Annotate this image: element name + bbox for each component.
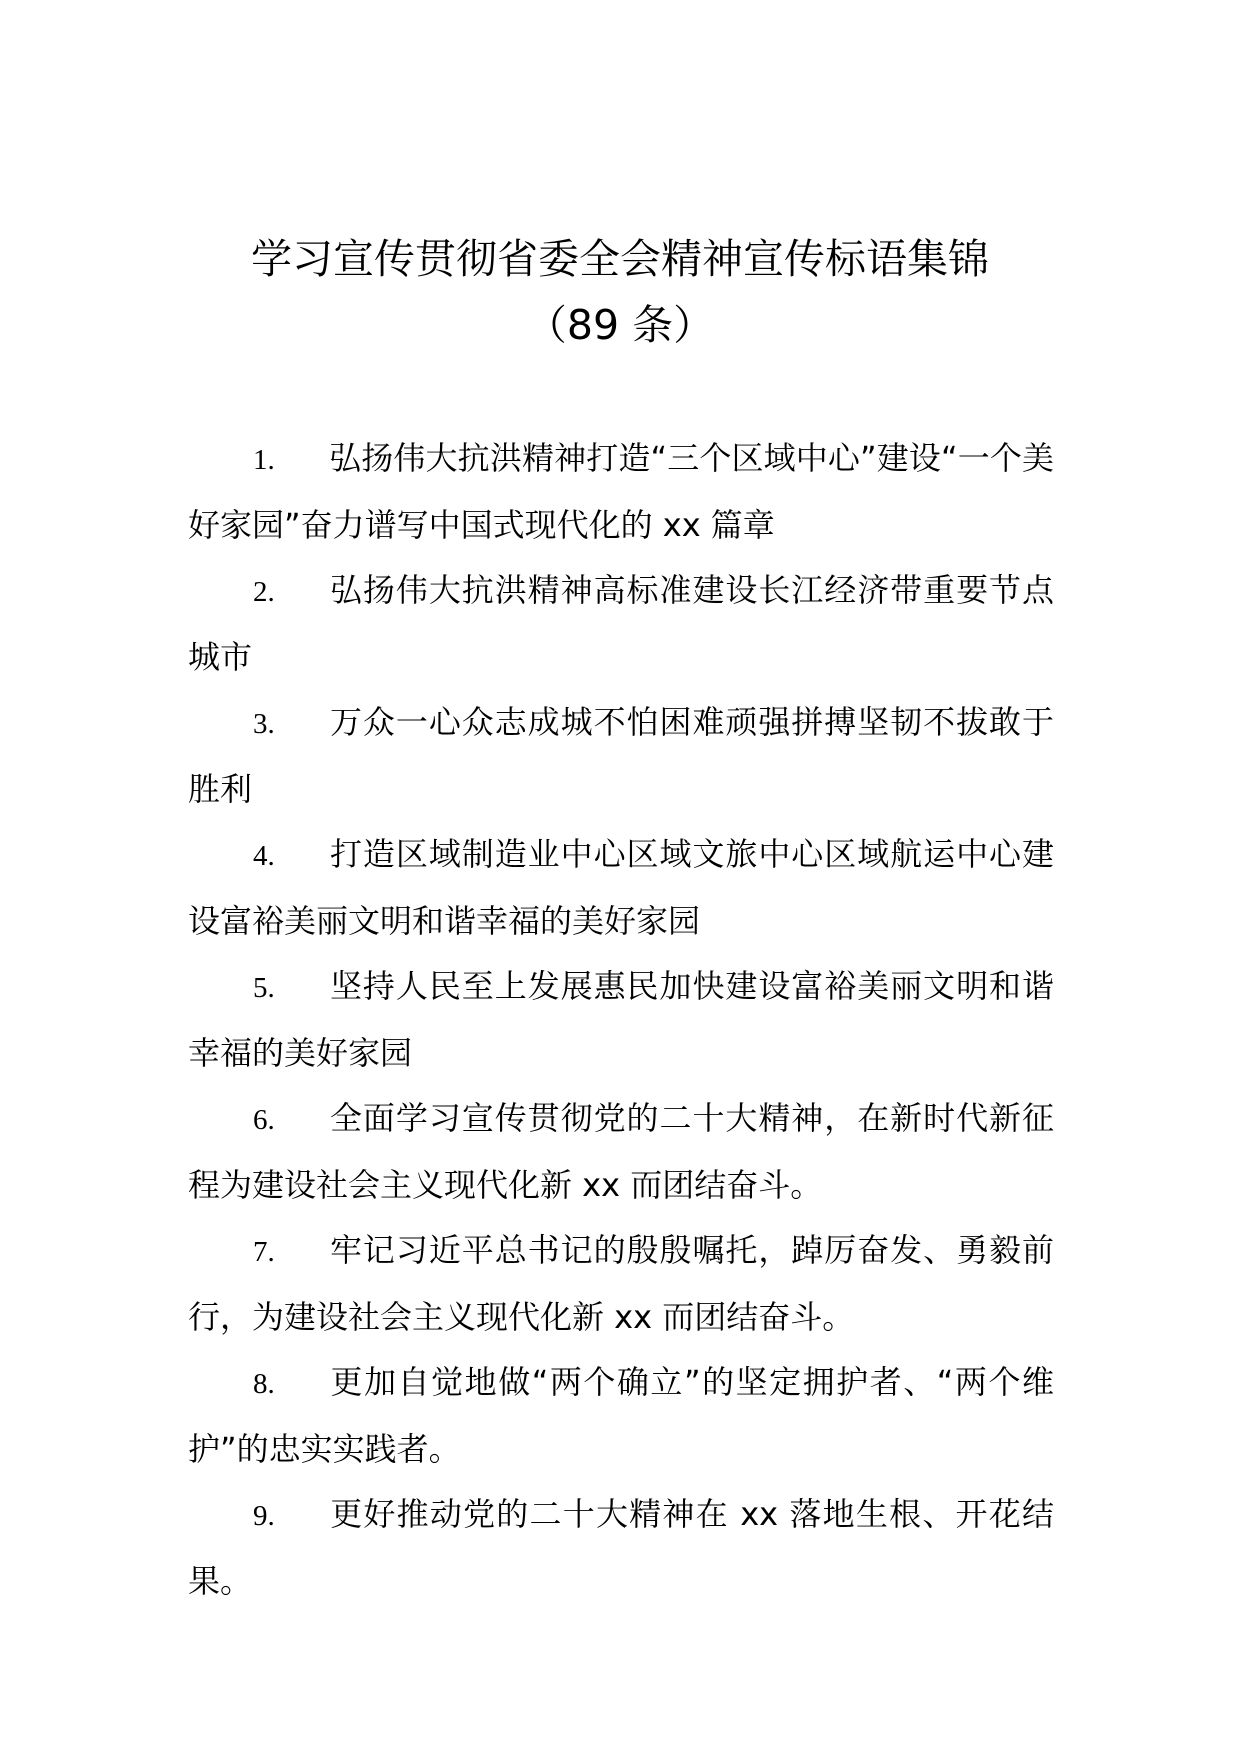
slogan-text: 万众一心众志成城不怕困难顽强拼搏坚韧不拔敢于胜利 [188, 703, 1054, 808]
slogan-number: 8. [253, 1368, 275, 1400]
slogan-number: 2. [253, 576, 275, 608]
slogan-text: 牢记习近平总书记的殷殷嘱托，踔厉奋发、勇毅前行，为建设社会主义现代化新 xx 而团结奋斗。 [188, 1231, 1054, 1336]
slogan-text: 弘扬伟大抗洪精神打造“三个区域中心”建设“一个美好家园”奋力谱写中国式现代化的 xx 篇章 [188, 439, 1054, 544]
list-item [188, 1350, 1054, 1482]
list-item [188, 1086, 1054, 1218]
slogan-number: 7. [253, 1236, 275, 1268]
list-item [188, 1482, 1054, 1614]
slogan-text: 更加自觉地做“两个确立”的坚定拥护者、“两个维护”的忠实实践者。 [188, 1363, 1054, 1468]
slogan-number: 3. [253, 708, 275, 740]
list-item [188, 558, 1054, 690]
slogan-list [188, 426, 1054, 1614]
slogan-number: 9. [253, 1500, 275, 1532]
slogan-number: 6. [253, 1104, 275, 1136]
slogan-text: 全面学习宣传贯彻党的二十大精神，在新时代新征程为建设社会主义现代化新 xx 而团结奋斗。 [188, 1099, 1054, 1204]
slogan-text: 弘扬伟大抗洪精神高标准建设长江经济带重要节点城市 [188, 571, 1054, 676]
title-main: 学习宣传贯彻省委全会精神宣传标语集锦 [251, 235, 989, 283]
slogan-text: 打造区域制造业中心区域文旅中心区域航运中心建设富裕美丽文明和谐幸福的美好家园 [188, 835, 1054, 940]
list-item [188, 426, 1054, 558]
list-item [188, 954, 1054, 1086]
list-item [188, 690, 1054, 822]
slogan-text: 坚持人民至上发展惠民加快建设富裕美丽文明和谐幸福的美好家园 [188, 967, 1054, 1072]
slogan-number: 5. [253, 972, 275, 1004]
title-count: （89 条） [525, 301, 715, 349]
document-title [0, 226, 1240, 358]
slogan-number: 4. [253, 840, 275, 872]
list-item [188, 822, 1054, 954]
list-item [188, 1218, 1054, 1350]
slogan-number: 1. [253, 444, 275, 476]
slogan-text: 更好推动党的二十大精神在 xx 落地生根、开花结果。 [188, 1495, 1054, 1600]
